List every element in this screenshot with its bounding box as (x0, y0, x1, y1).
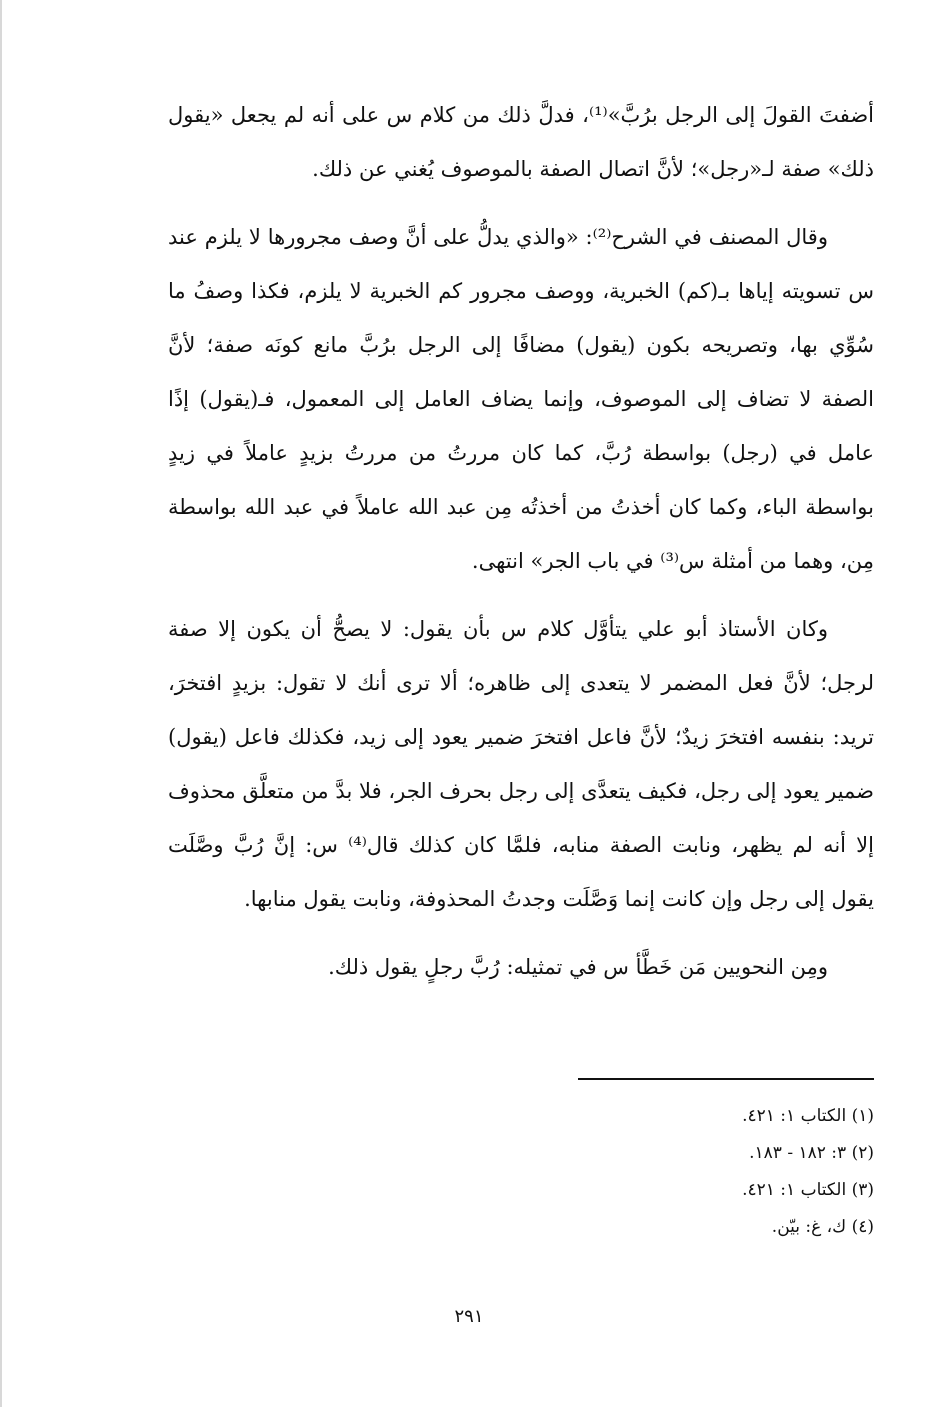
footnote-separator (578, 1078, 874, 1080)
page-edge-shadow (0, 0, 2, 1407)
main-text-body (168, 88, 874, 994)
paragraph-1: أضفتَ القولَ إلى الرجل برُبَّ»⁽¹⁾، فدلَّ ذلك من كلام س على أنه لم يجعل «يقول ذلك» صفة لـ«رجل»؛ لأنَّ اتصال الصفة بالموصوف يُغني عن ذلك. (168, 103, 874, 181)
footnote-1: (١) الكتاب ١: ٤٢١. (742, 1106, 874, 1126)
footnote-3: (٣) الكتاب ١: ٤٢١. (742, 1180, 874, 1200)
paragraph-2: وقال المصنف في الشرح⁽²⁾: «والذي يدلُّ على أنَّ وصف مجرورها لا يلزم عند س تسويته إياها بـ(كم) الخبرية، ووصف مجرور كم الخبرية لا يلزم، فكذا وصفُ ما سُوِّي بها، وتصريحه بكون (يقول) مضافًا إلى الرجل برُبَّ مانع كونَه صفة؛ لأنَّ الصفة لا تضاف إلى الموصوف، وإنما يضاف العامل إلى المعمول، فـ(يقول) إذًا عامل في (رجل) بواسطة رُبَّ، كما كان مررتُ من مررتُ بزيدٍ عاملاً في زيدٍ بواسطة الباء، وكما كان أخذتُ من أخذتُه مِن عبد الله عاملاً في عبد الله بواسطة مِن، وهما من أمثلة س⁽³⁾ في باب الجر» انتهى. (168, 225, 874, 573)
paragraph-4: ومِن النحويين مَن خَطَّأ س في تمثيله: رُبَّ رجلٍ يقول ذلك. (328, 955, 828, 979)
footnotes-list (514, 1098, 874, 1246)
footnote-2: (٢) ٣: ١٨٢ - ١٨٣. (749, 1143, 874, 1163)
footnote-4: (٤) ك، غ: بيّن. (771, 1217, 874, 1237)
paragraph-3: وكان الأستاذ أبو علي يتأوَّل كلام س بأن يقول: لا يصحُّ أن يكون إلا صفة لرجل؛ لأنَّ فعل المضمر لا يتعدى إلى ظاهره؛ ألا ترى أنك لا تقول: بزيدٍ افتخرَ، تريد: بنفسه افتخرَ زيدٌ؛ لأنَّ فاعل افتخرَ ضمير يعود إلى زيد، فكذلك فاعل (يقول) ضمير يعود إلى رجل، فكيف يتعدَّى إلى رجل بحرف الجر، فلا بدَّ من متعلَّق محذوف إلا أنه لم يظهر، ونابت الصفة منابه، فلمَّا كان كذلك قال⁽⁴⁾ س: إنَّ رُبَّ وصَّلَت يقول إلى رجل وإن كانت إنما وَصَّلَت وجدتُ المحذوفة، ونابت يقول منابها. (168, 617, 874, 911)
page-number: ٢٩١ (454, 1306, 484, 1327)
